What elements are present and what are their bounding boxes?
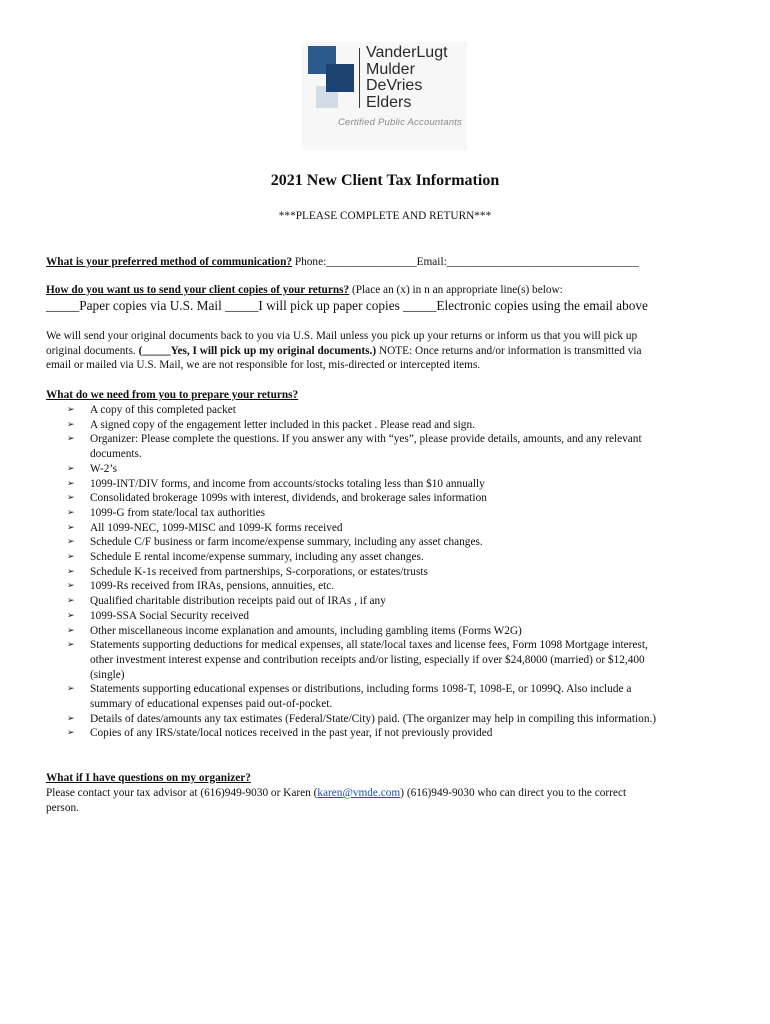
communication-heading: What is your preferred method of communication? <box>46 256 293 268</box>
list-item-text: other investment interest expense and contribution receipts and/or listing, especially if over $24,8000 (married) or $12,400 <box>90 653 645 666</box>
list-item-text: Details of dates/amounts any tax estimates (Federal/State/City) paid. (The organizer may help in compiling this information.) <box>90 712 657 725</box>
notice-line: We will send your original documents back to you via U.S. Mail unless you pick up your returns or inform us that you will pick up <box>46 330 638 342</box>
list-item-text: 1099-Rs received from IRAs, pensions, annuities, etc. <box>90 580 335 593</box>
arrow-bullet-icon: ➢ <box>67 596 75 607</box>
list-item-text: 1099-INT/DIV forms, and income from accounts/stocks totaling less than $10 annually <box>90 477 485 490</box>
arrow-bullet-icon: ➢ <box>67 610 75 621</box>
questions-line <box>46 786 726 801</box>
list-item-text: Schedule K-1s received from partnerships, S-corporations, or estates/trusts <box>90 565 428 578</box>
email-link[interactable]: karen@vmde.com <box>317 787 401 799</box>
logo-name: Elders <box>366 93 412 111</box>
needs-list <box>67 403 732 741</box>
arrow-bullet-icon: ➢ <box>67 405 75 415</box>
questions-text-post: ) (616)949-9030 who can direct you to the correct <box>400 787 627 799</box>
documents-notice <box>46 329 726 373</box>
list-item <box>67 477 732 492</box>
list-item <box>67 462 732 477</box>
option-pick-up[interactable]: _____I will pick up paper copies <box>225 298 400 313</box>
list-item <box>67 594 732 609</box>
email-field[interactable]: Email:__________________________________ <box>416 256 639 268</box>
delivery-options <box>46 299 648 314</box>
arrow-bullet-icon: ➢ <box>67 478 75 489</box>
list-item <box>67 403 732 418</box>
list-item <box>67 550 732 565</box>
arrow-bullet-icon: ➢ <box>67 493 75 504</box>
logo-name: VanderLugt <box>366 44 448 61</box>
list-item <box>67 712 732 727</box>
list-item-text: 1099-G from state/local tax authorities <box>90 506 266 519</box>
arrow-bullet-icon: ➢ <box>67 522 75 533</box>
arrow-bullet-icon: ➢ <box>67 419 75 430</box>
list-item-text: Other miscellaneous income explanation and amounts, including gambling items (Forms W2G) <box>90 624 522 637</box>
list-item <box>67 624 732 639</box>
arrow-bullet-icon: ➢ <box>67 434 75 445</box>
list-item-text: Copies of any IRS/state/local notices received in the past year, if not previously provided <box>90 727 493 740</box>
arrow-bullet-icon: ➢ <box>67 537 75 548</box>
arrow-bullet-icon: ➢ <box>67 713 75 724</box>
list-item <box>67 506 732 521</box>
logo-name: DeVries <box>366 77 423 94</box>
pickup-originals-option[interactable]: (_____Yes, I will pick up my original documents.) <box>138 344 377 357</box>
list-item-text: Schedule C/F business or farm income/expense summary, including any asset changes. <box>90 536 483 549</box>
list-item-text: Qualified charitable distribution receipts paid out of IRAs , if any <box>90 595 386 608</box>
needs-heading: What do we need from you to prepare your returns? <box>46 389 299 401</box>
list-item <box>67 521 732 536</box>
logo-firm-names <box>366 45 448 111</box>
arrow-bullet-icon: ➢ <box>67 463 75 474</box>
arrow-bullet-icon: ➢ <box>67 684 75 695</box>
page-subtitle: ***PLEASE COMPLETE AND RETURN*** <box>278 210 492 222</box>
delivery-question <box>46 283 563 298</box>
list-item <box>67 682 732 711</box>
questions-text-pre: Please contact your tax advisor at (616)949-9030 or Karen ( <box>46 787 318 799</box>
firm-logo <box>302 42 467 150</box>
questions-line: person. <box>46 801 79 814</box>
list-item-text: A copy of this completed packet <box>90 404 236 416</box>
arrow-bullet-icon: ➢ <box>67 566 75 577</box>
questions-text <box>46 786 726 815</box>
list-item-text: Consolidated brokerage 1099s with interest, dividends, and brokerage sales information <box>90 492 487 505</box>
list-item-text: Organizer: Please complete the questions. If you answer any with “yes”, please provide details, amounts, and any relevant <box>90 433 642 446</box>
arrow-bullet-icon: ➢ <box>67 581 75 592</box>
list-item <box>67 535 732 550</box>
logo-name: Mulder <box>366 60 415 78</box>
list-item-text: 1099-SSA Social Security received <box>90 609 250 622</box>
phone-field[interactable]: Phone:________________ <box>294 256 417 268</box>
arrow-bullet-icon: ➢ <box>67 552 75 563</box>
list-item-text: Statements supporting educational expenses or distributions, including forms 1098-T, 1098-E, or 1099Q. Also include a <box>90 683 632 696</box>
logo-squares-icon <box>308 46 354 116</box>
list-item-text: All 1099-NEC, 1099-MISC and 1099-K forms received <box>90 521 343 534</box>
delivery-instruction: (Place an (x) in n an appropriate line(s) below: <box>352 284 563 296</box>
list-item-text: summary of educational expenses paid out-of-pocket. <box>90 698 333 711</box>
delivery-heading: How do you want us to send your client copies of your returns? <box>46 284 350 296</box>
list-item <box>67 491 732 506</box>
notice-text: NOTE: Once returns and/or information is transmitted via <box>376 344 642 357</box>
page-title: 2021 New Client Tax Information <box>270 172 500 189</box>
questions-heading: What if I have questions on my organizer? <box>46 772 251 784</box>
option-electronic[interactable]: _____Electronic copies using the email above <box>403 298 648 313</box>
list-item <box>67 609 732 624</box>
list-item-text: Schedule E rental income/expense summary, including any asset changes. <box>90 551 424 564</box>
list-item <box>67 565 732 580</box>
communication-question <box>46 255 639 270</box>
arrow-bullet-icon: ➢ <box>67 728 75 739</box>
list-item-text: W-2’s <box>90 462 117 475</box>
list-item-text: Statements supporting deductions for medical expenses, all state/local taxes and license fees, Form 1098 Mortgage interest, <box>90 639 648 652</box>
notice-text: original documents. <box>46 344 139 357</box>
option-paper-mail[interactable]: _____Paper copies via U.S. Mail <box>46 298 222 313</box>
notice-line <box>46 344 726 359</box>
arrow-bullet-icon: ➢ <box>67 625 75 636</box>
list-item <box>67 638 732 682</box>
list-item <box>67 432 732 461</box>
list-item <box>67 726 732 741</box>
list-item <box>67 579 732 594</box>
arrow-bullet-icon: ➢ <box>67 640 75 651</box>
arrow-bullet-icon: ➢ <box>67 507 75 518</box>
list-item-text: (single) <box>90 668 125 681</box>
list-item-text: A signed copy of the engagement letter included in this packet . Please read and sign. <box>90 418 475 431</box>
notice-line: email or mailed via U.S. Mail, we are not responsible for lost, mis-directed or intercepted items. <box>46 359 481 372</box>
list-item-text: documents. <box>90 448 142 461</box>
list-item <box>67 418 732 433</box>
logo-tagline: Certified Public Accountants <box>337 117 462 128</box>
logo-divider <box>359 48 360 108</box>
